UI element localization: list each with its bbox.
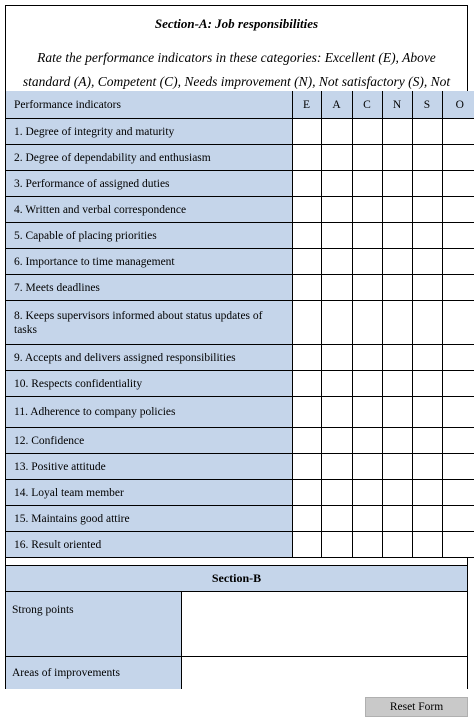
rating-cell[interactable] [292,145,321,171]
rating-cell[interactable] [412,275,442,301]
table-row [6,506,474,532]
areas-of-improvement-label: Areas of improvements [6,657,182,689]
indicator-label: 9. Accepts and delivers assigned responsibilities [6,345,292,371]
rating-cell[interactable] [382,197,412,223]
rating-cell[interactable] [292,249,321,275]
rating-cell[interactable] [442,145,474,171]
rating-cell[interactable] [382,397,412,428]
rating-cell[interactable] [321,454,352,480]
rating-column-header: N [382,91,412,119]
indicator-label: 11. Adherence to company policies [6,397,292,428]
table-row [6,428,474,454]
rating-cell[interactable] [352,119,382,145]
rating-cell[interactable] [292,275,321,301]
table-row [6,223,474,249]
rating-cell[interactable] [442,301,474,345]
rating-cell[interactable] [292,197,321,223]
rating-cell[interactable] [412,345,442,371]
rating-cell[interactable] [321,428,352,454]
rating-cell[interactable] [382,428,412,454]
indicator-label: 13. Positive attitude [6,454,292,480]
rating-cell[interactable] [442,371,474,397]
rating-cell[interactable] [382,532,412,558]
strong-points-row [6,592,467,657]
rating-column-header: A [321,91,352,119]
rating-cell[interactable] [352,480,382,506]
rating-column-header: E [292,91,321,119]
rating-cell[interactable] [382,275,412,301]
rating-cell[interactable] [382,301,412,345]
rating-cell[interactable] [321,397,352,428]
indicator-label: 14. Loyal team member [6,480,292,506]
rating-cell[interactable] [292,454,321,480]
indicator-label: 8. Keeps supervisors informed about status updates of tasks [6,301,292,345]
table-header-row [6,91,474,119]
table-row [6,275,474,301]
rating-cell[interactable] [412,371,442,397]
rating-cell[interactable] [412,171,442,197]
indicator-label: 15. Maintains good attire [6,506,292,532]
rating-cell[interactable] [352,397,382,428]
table-row [6,345,474,371]
rating-cell[interactable] [442,275,474,301]
rating-cell[interactable] [442,532,474,558]
reset-form-button[interactable]: Reset Form [365,697,468,717]
indicator-label: 7. Meets deadlines [6,275,292,301]
rating-cell[interactable] [321,345,352,371]
rating-cell[interactable] [321,145,352,171]
rating-cell[interactable] [382,454,412,480]
strong-points-field[interactable] [182,592,467,656]
rating-cell[interactable] [292,532,321,558]
table-row [6,301,474,345]
rating-cell[interactable] [442,454,474,480]
table-row [6,119,474,145]
table-row [6,397,474,428]
indicator-label: 12. Confidence [6,428,292,454]
indicator-label: 5. Capable of placing priorities [6,223,292,249]
rating-cell[interactable] [412,249,442,275]
rating-cell[interactable] [412,454,442,480]
areas-of-improvement-field[interactable] [182,657,467,689]
rating-cell[interactable] [382,371,412,397]
rating-cell[interactable] [352,171,382,197]
rating-cell[interactable] [352,145,382,171]
rating-cell[interactable] [352,249,382,275]
rating-cell[interactable] [321,171,352,197]
rating-column-header: S [412,91,442,119]
rating-cell[interactable] [412,301,442,345]
rating-cell[interactable] [382,171,412,197]
rating-cell[interactable] [382,480,412,506]
table-row [6,454,474,480]
rating-cell[interactable] [321,275,352,301]
rating-cell[interactable] [352,301,382,345]
areas-of-improvement-row [6,657,467,689]
rating-cell[interactable] [321,532,352,558]
strong-points-label: Strong points [6,592,182,656]
performance-table [6,91,474,558]
rating-cell[interactable] [412,428,442,454]
rating-column-header: O [442,91,474,119]
rating-cell[interactable] [292,301,321,345]
appraisal-form [5,5,468,689]
rating-cell[interactable] [442,171,474,197]
rating-cell[interactable] [352,532,382,558]
rating-cell[interactable] [321,223,352,249]
rating-cell[interactable] [352,197,382,223]
rating-cell[interactable] [382,145,412,171]
rating-cell[interactable] [321,480,352,506]
table-row [6,480,474,506]
table-row [6,145,474,171]
rating-cell[interactable] [352,223,382,249]
rating-cell[interactable] [292,171,321,197]
rating-cell[interactable] [321,371,352,397]
table-row [6,371,474,397]
rating-cell[interactable] [321,301,352,345]
table-row [6,171,474,197]
rating-cell[interactable] [412,223,442,249]
section-b-title: Section-B [6,565,467,592]
section-a-title: Section-A: Job responsibilities [154,16,319,31]
rating-cell[interactable] [442,119,474,145]
rating-cell[interactable] [321,506,352,532]
indicator-header: Performance indicators [6,91,292,119]
rating-cell[interactable] [352,371,382,397]
indicator-label: 2. Degree of dependability and enthusiasm [6,145,292,171]
rating-cell[interactable] [321,119,352,145]
rating-cell[interactable] [292,223,321,249]
rating-cell[interactable] [352,454,382,480]
rating-cell[interactable] [442,480,474,506]
indicator-label: 3. Performance of assigned duties [6,171,292,197]
rating-cell[interactable] [412,532,442,558]
rating-cell[interactable] [382,223,412,249]
rating-column-header: C [352,91,382,119]
rating-cell[interactable] [321,249,352,275]
rating-cell[interactable] [412,145,442,171]
rating-cell[interactable] [412,119,442,145]
rating-cell[interactable] [352,506,382,532]
indicator-label: 16. Result oriented [6,532,292,558]
rating-cell[interactable] [292,506,321,532]
rating-cell[interactable] [412,197,442,223]
rating-cell[interactable] [412,397,442,428]
rating-cell[interactable] [412,506,442,532]
rating-cell[interactable] [292,119,321,145]
indicator-label: 1. Degree of integrity and maturity [6,119,292,145]
rating-cell[interactable] [292,480,321,506]
rating-cell[interactable] [442,506,474,532]
rating-cell[interactable] [442,197,474,223]
rating-cell[interactable] [382,119,412,145]
rating-cell[interactable] [442,249,474,275]
rating-cell[interactable] [321,197,352,223]
rating-cell[interactable] [382,249,412,275]
rating-cell[interactable] [292,397,321,428]
indicator-label: 6. Importance to time management [6,249,292,275]
indicator-label: 4. Written and verbal correspondence [6,197,292,223]
indicator-label: 10. Respects confidentiality [6,371,292,397]
rating-cell[interactable] [352,428,382,454]
rating-cell[interactable] [442,428,474,454]
rating-instructions: Rate the performance indicators in these categories: Excellent (E), Above standard (A), Competent (C), Needs improvement (N), Not satisfactory (S), Not [22,50,451,89]
rating-cell[interactable] [352,275,382,301]
table-row [6,532,474,558]
rating-cell[interactable] [442,345,474,371]
rating-cell[interactable] [442,397,474,428]
rating-cell[interactable] [292,428,321,454]
rating-cell[interactable] [382,506,412,532]
rating-cell[interactable] [352,345,382,371]
rating-cell[interactable] [382,345,412,371]
rating-cell[interactable] [292,371,321,397]
rating-cell[interactable] [412,480,442,506]
rating-cell[interactable] [292,345,321,371]
rating-cell[interactable] [442,223,474,249]
table-row [6,249,474,275]
table-row [6,197,474,223]
